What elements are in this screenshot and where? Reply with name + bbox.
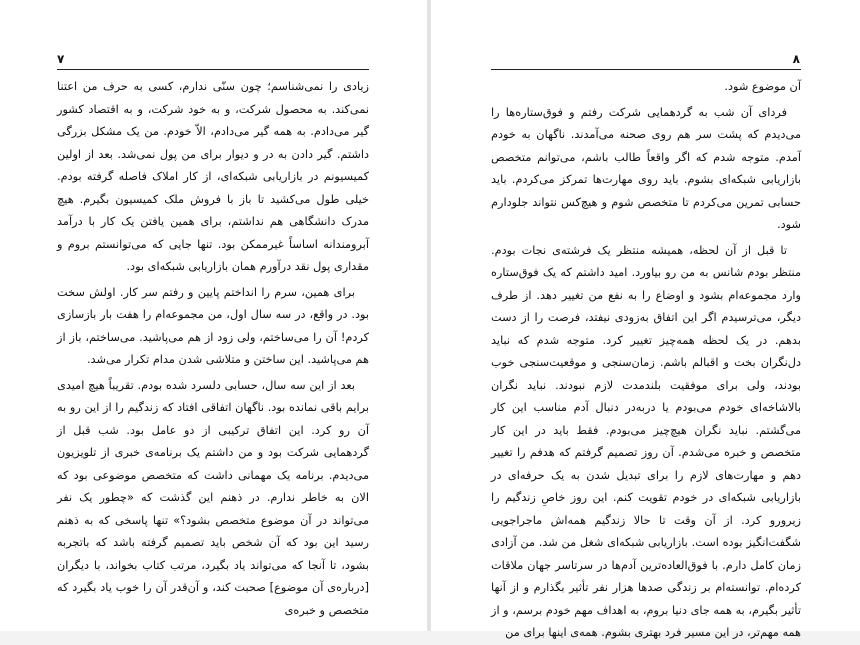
paragraph: زیادی را نمی‌شناسم؛ چون سنّی ندارم، کسی به حرف من اعتنا نمی‌کند. به محصول شرکت، و به خود شرکت، و به اقتصاد کشور گیر می‌دادم. به همه گیر می‌دادم، الاّ خودم. من یک مشکل بزرگی داشتم. گیر دادن به در و دیوار برای من پول نمی‌شد. بعد از اولین کمیسیونم در بازاریابی شبکه‌ای، از کار املاک فاصله گرفته بودم. خیلی طول می‌کشید تا باز با فروش ملک کمیسیون بگیرم. هیچ مدرک دانشگاهی هم نداشتم، برای همین یافتن یک کار با درآمد آبرومندانه اساساً غیرممکن بود. تنها جایی که می‌توانستم بروم و مقداری پول نقد درآورم همان بازاریابی شبکه‌ای بود. [57,80,369,273]
page-number-left: ۷ [57,52,65,66]
paragraph: آن موضوع شود. [724,80,801,93]
left-page [0,0,427,631]
paragraph: بعد از این سه سال، حسابی دلسرد شده بودم. تقریباً هیچ امیدی برایم باقی نمانده بود. ناگهان اتفاقی افتاد که زندگیم را از این رو به آن رو کرد. این اتفاق ترکیبی از دو عامل بود. شب قبل از گردهمایی شرکت بود و من داشتم یک برنامه‌ی خبری از تلویزیون می‌دیدم. برنامه یک مهمانی داشت که متخصص موضوعی بود که الان به خاطر ندارم. در ذهنم این گذشت که «چطور یک نفر می‌تواند در آن موضوع متخصص بشود؟» تنها پاسخی که به ذهنم رسید این بود که آن شخص باید تصمیم گرفته باشد که باتجربه بشود، تا آنجا که می‌تواند یاد بگیرد، مرتب کتاب بخواند، با دیگران [درباره‌ی آن موضوع] صحبت کند، و آن‌قدر آن را خوب یاد بگیرد که متخصص و خبره‌ی [57,378,369,617]
right-page [431,0,860,639]
paragraph: تا قبل از آن لحظه، همیشه منتظر یک فرشته‌ی نجات بودم. منتظر بودم شانس به من رو بیاورد. امید داشتم که یک فوق‌ستاره وارد مجموعه‌ام بشود و اوضاع را به نفع من تغییر دهد. از طرف دیگر، می‌ترسیدم اگر این اتفاق به‌زودی نیفتد، فرصت را از دست بدهم. در یک لحظه همه‌چیز تغییر کرد. متوجه شدم که نباید دل‌نگران بخت و اقبالم باشم. زمان‌سنجی و موقعیت‌سنجی خوب بودند، ولی برای موفقیت بلندمدت لازم نبودند. نباید نگران بالاشاخه‌ای خودم می‌بودم یا دربه‌در دنبال آدم مناسب این کار می‌گشتم. نباید نگران هیچ‌چیز می‌بودم. فقط باید در این کار متخصص و خبره می‌شدم. آن روز تصمیم گرفتم که هدفم را تغییر دهم و مهارت‌های لازم را برای تبدیل شدن به یک حرفه‌ای در بازاریابی شبکه‌ای در خودم تقویت کنم. این روز خاصِ زندگیم را زیرورو کرد. از آن وقت تا حالا زندگیم همه‌اش ماجراجویی شگفت‌انگیز بوده است. بازاریابی شبکه‌ای شغل من شد. من آزادی زمان کامل دارم. با فوق‌العاده‌ترین آدم‌ها در سرتاسر جهان ملاقات کرده‌ام. توانسته‌ام بر زندگی صدها هزار نفر تأثیر بگذارم و از آنها تأثیر بگیرم، به همه جای دنیا بروم، به اهداف مهم خودم برسم، و از همه مهم‌تر، در این مسیر فرد بهتری بشوم. همه‌ی اینها برای من [491,243,801,639]
header-rule-right [491,69,801,70]
paragraph: فردای آن شب به گردهمایی شرکت رفتم و فوق‌ستاره‌ها را می‌دیدم که پشت سر هم روی صحنه می‌آمدند. ناگهان به خودم آمدم. متوجه شدم که اگر واقعاً طالب باشم، می‌توانم متخصص بازاریابی شبکه‌ای بشوم. باید روی مهارت‌ها تمرکز می‌کردم. باید حسابی تمرین می‌کردم تا متخصص شوم و هیچ‌کس نتواند جلودارم شود. [491,105,801,231]
left-page-text [57,76,369,622]
header-rule-left [57,69,369,70]
right-page-text [491,76,801,645]
page-number-right: ۸ [792,52,800,66]
paragraph: برای همین، سرم را انداختم پایین و رفتم سر کار. اولش سخت بود. در واقع، در سه سال اول، من مجموعه‌ام را هفت بار بازسازی کردم! آن را می‌ساختم، ولی زود از هم می‌پاشید. می‌ساختم، باز از هم می‌پاشید. این ساختن و متلاشی شدن مدام تکرار می‌شد. [57,285,369,366]
